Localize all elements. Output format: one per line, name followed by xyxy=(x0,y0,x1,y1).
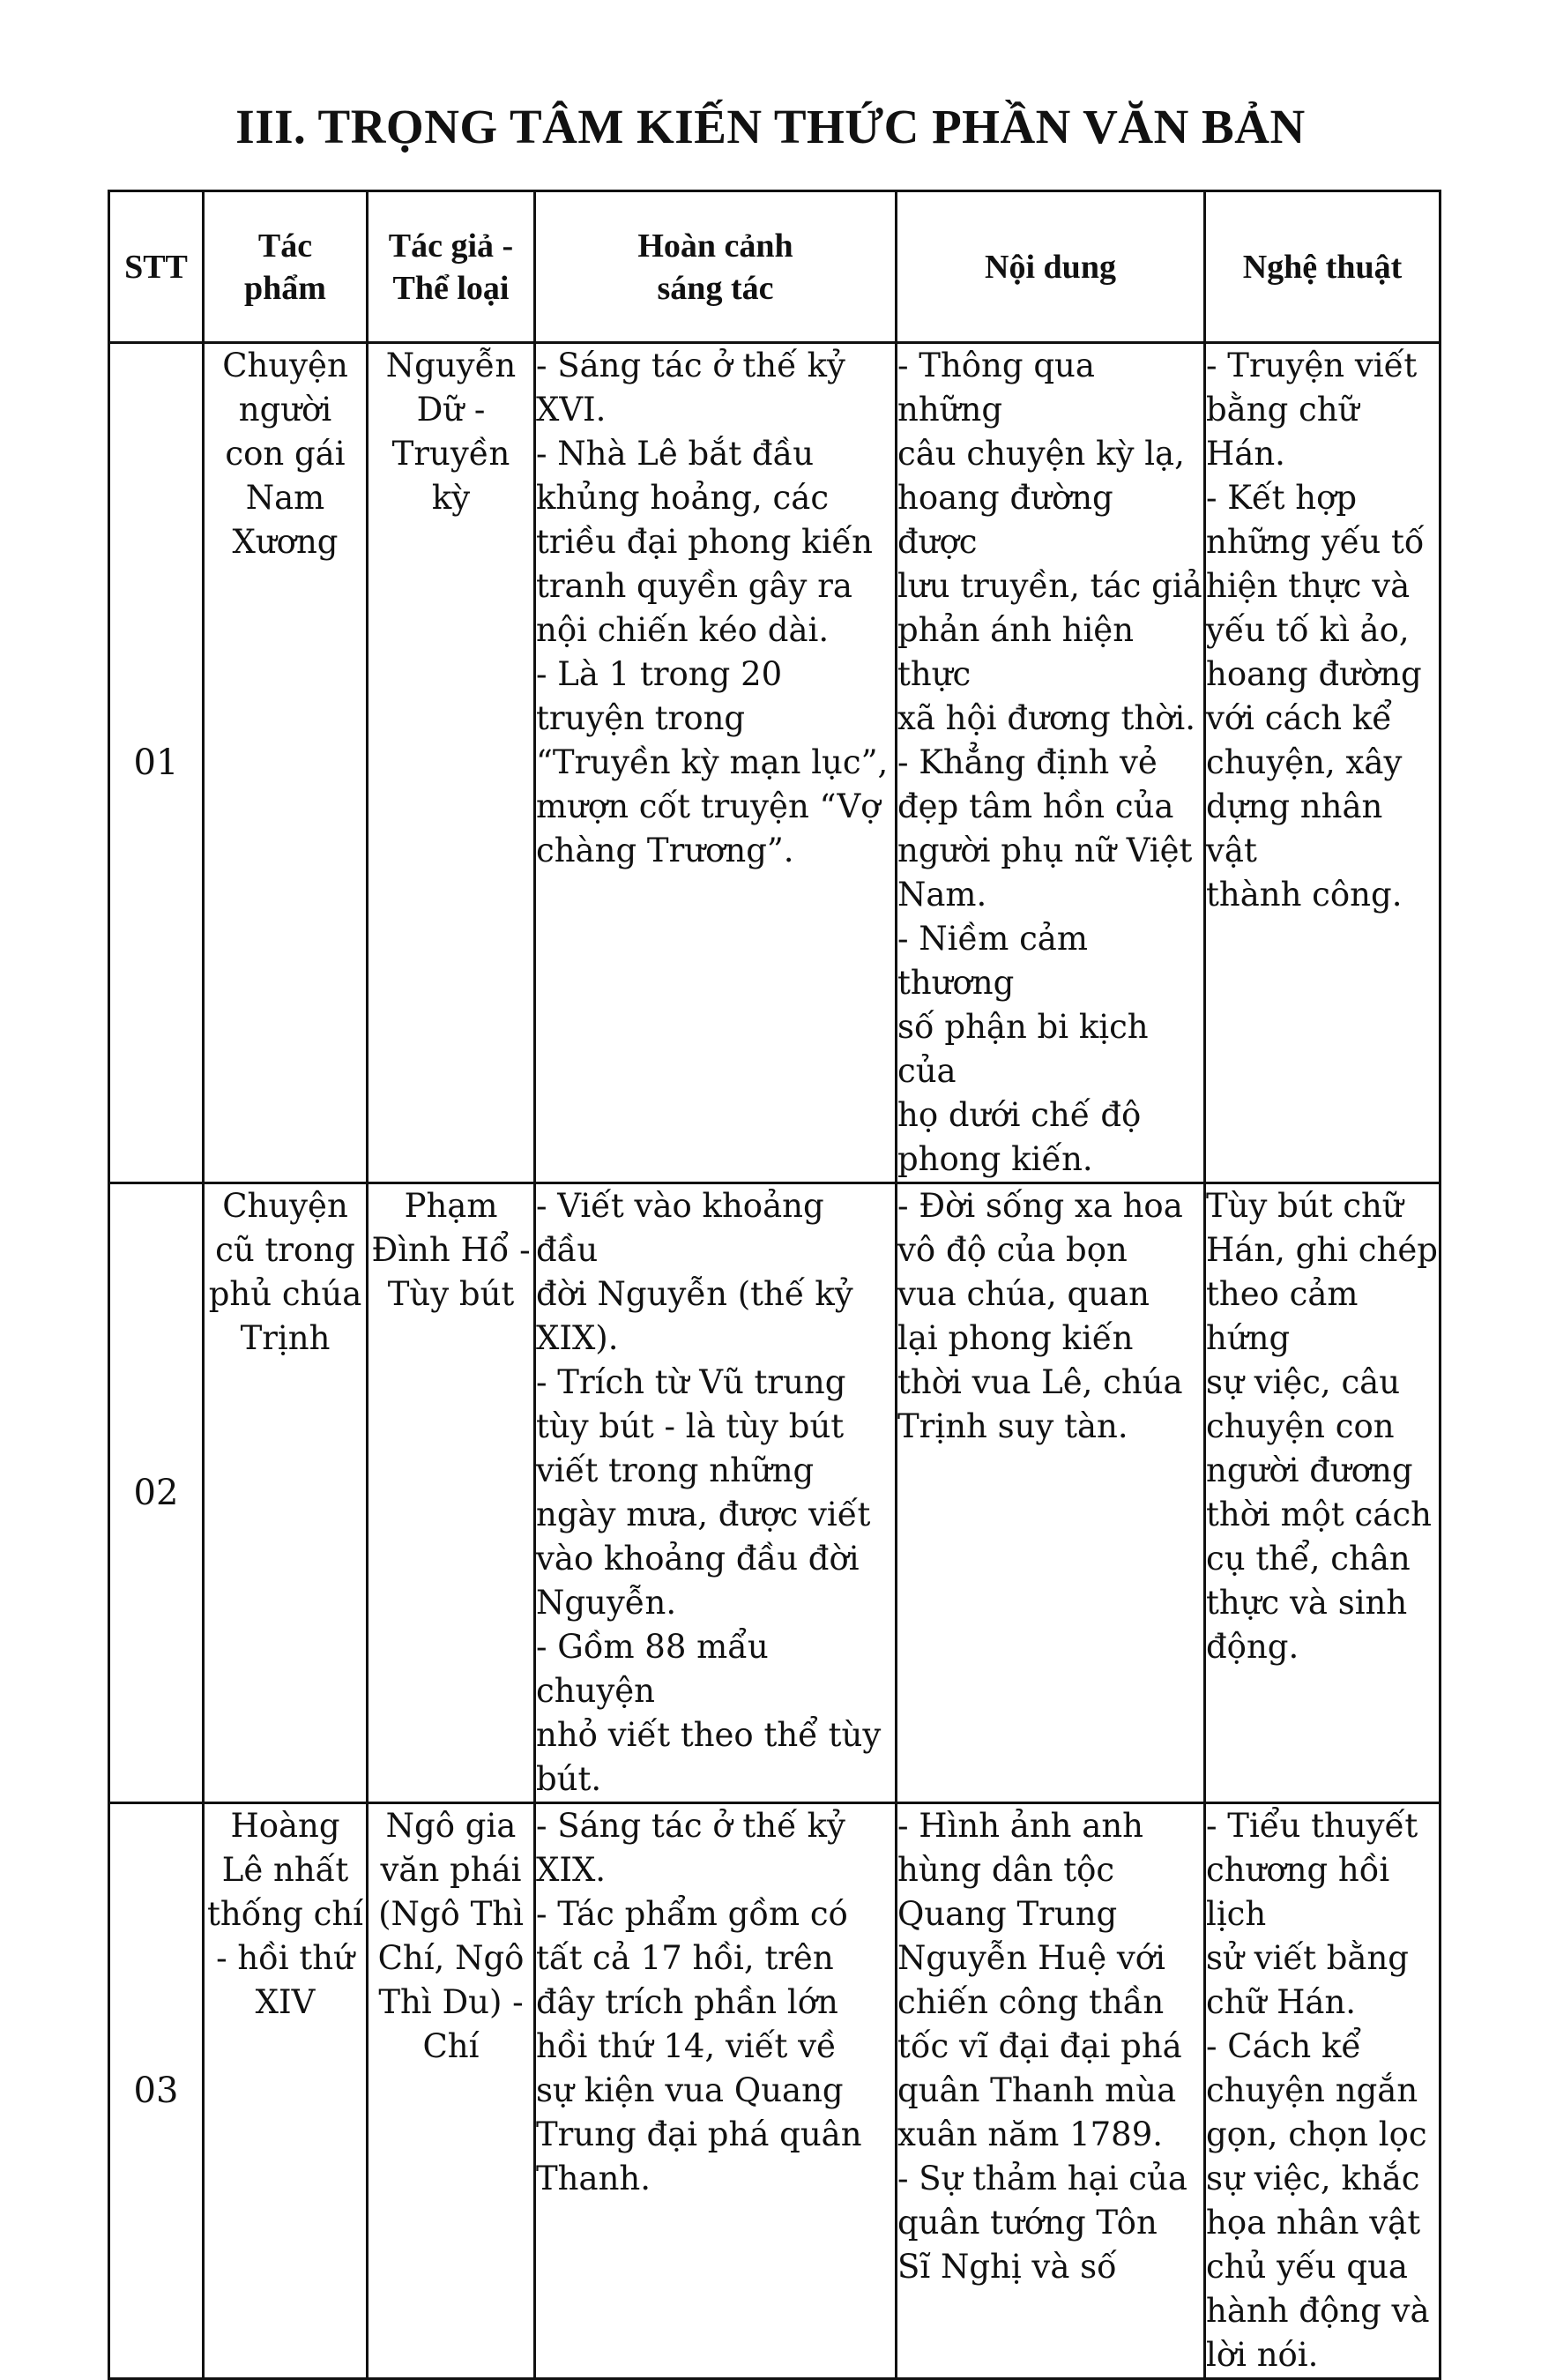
cell-content: - Đời sống xa hoa vô độ của bọn vua chúa, quan lại phong kiến thời vua Lê, chúa Trịnh suy tàn. xyxy=(897,1183,1205,1803)
cell-art: Tùy bút chữ Hán, ghi chép theo cảm hứng sự việc, câu chuyện con người đương thời một cách cụ thể, chân thực và sinh động. xyxy=(1205,1183,1440,1803)
cell-context: - Viết vào khoảng đầu đời Nguyễn (thế kỷ XIX). - Trích từ Vũ trung tùy bút - là tùy bút viết trong những ngày mưa, được viết vào khoảng đầu đời Nguyễn. - Gồm 88 mẩu chuyện nhỏ viết theo thể tùy bút. xyxy=(535,1183,897,1803)
header-content: Nội dung xyxy=(897,191,1205,343)
cell-stt: 01 xyxy=(109,343,204,1183)
header-work: Tác phẩm xyxy=(204,191,368,343)
cell-stt: 02 xyxy=(109,1183,204,1803)
cell-author-genre: Phạm Đình Hổ - Tùy bút xyxy=(368,1183,535,1803)
cell-art: - Truyện viết bằng chữ Hán. - Kết hợp những yếu tố hiện thực và yếu tố kì ảo, hoang đường với cách kể chuyện, xây dựng nhân vật thành công. xyxy=(1205,343,1440,1183)
cell-work: Hoàng Lê nhất thống chí - hồi thứ XIV xyxy=(204,1803,368,2379)
header-author-genre: Tác giả - Thể loại xyxy=(368,191,535,343)
knowledge-table xyxy=(108,190,1441,2380)
cell-work: Chuyện người con gái Nam Xương xyxy=(204,343,368,1183)
header-art: Nghệ thuật xyxy=(1205,191,1440,343)
header-context: Hoàn cảnh sáng tác xyxy=(535,191,897,343)
header-stt: STT xyxy=(109,191,204,343)
cell-author-genre: Nguyễn Dữ - Truyền kỳ xyxy=(368,343,535,1183)
page-title: III. TRỌNG TÂM KIẾN THỨC PHẦN VĂN BẢN xyxy=(235,100,1306,153)
table-header-row xyxy=(109,191,1440,343)
cell-content: - Thông qua những câu chuyện kỳ lạ, hoang đường được lưu truyền, tác giả phản ánh hiện thực xã hội đương thời. - Khẳng định vẻ đẹp tâm hồn của người phụ nữ Việt Nam. - Niềm cảm thương số phận bi kịch của họ dưới chế độ phong kiến. xyxy=(897,343,1205,1183)
cell-author-genre: Ngô gia văn phái (Ngô Thì Chí, Ngô Thì Du) - Chí xyxy=(368,1803,535,2379)
cell-stt: 03 xyxy=(109,1803,204,2379)
cell-content: - Hình ảnh anh hùng dân tộc Quang Trung Nguyễn Huệ với chiến công thần tốc vĩ đại đại phá quân Thanh mùa xuân năm 1789. - Sự thảm hại của quân tướng Tôn Sĩ Nghị và số xyxy=(897,1803,1205,2379)
cell-context: - Sáng tác ở thế kỷ XIX. - Tác phẩm gồm có tất cả 17 hồi, trên đây trích phần lớn hồi thứ 14, viết về sự kiện vua Quang Trung đại phá quân Thanh. xyxy=(535,1803,897,2379)
table-row xyxy=(109,1803,1440,2379)
table-row xyxy=(109,1183,1440,1803)
cell-art: - Tiểu thuyết chương hồi lịch sử viết bằng chữ Hán. - Cách kể chuyện ngắn gọn, chọn lọc sự việc, khắc họa nhân vật chủ yếu qua hành động và lời nói. xyxy=(1205,1803,1440,2379)
cell-context: - Sáng tác ở thế kỷ XVI. - Nhà Lê bắt đầu khủng hoảng, các triều đại phong kiến tranh quyền gây ra nội chiến kéo dài. - Là 1 trong 20 truyện trong “Truyền kỳ mạn lục”, mượn cốt truyện “Vợ chàng Trương”. xyxy=(535,343,897,1183)
cell-work: Chuyện cũ trong phủ chúa Trịnh xyxy=(204,1183,368,1803)
table-row xyxy=(109,343,1440,1183)
